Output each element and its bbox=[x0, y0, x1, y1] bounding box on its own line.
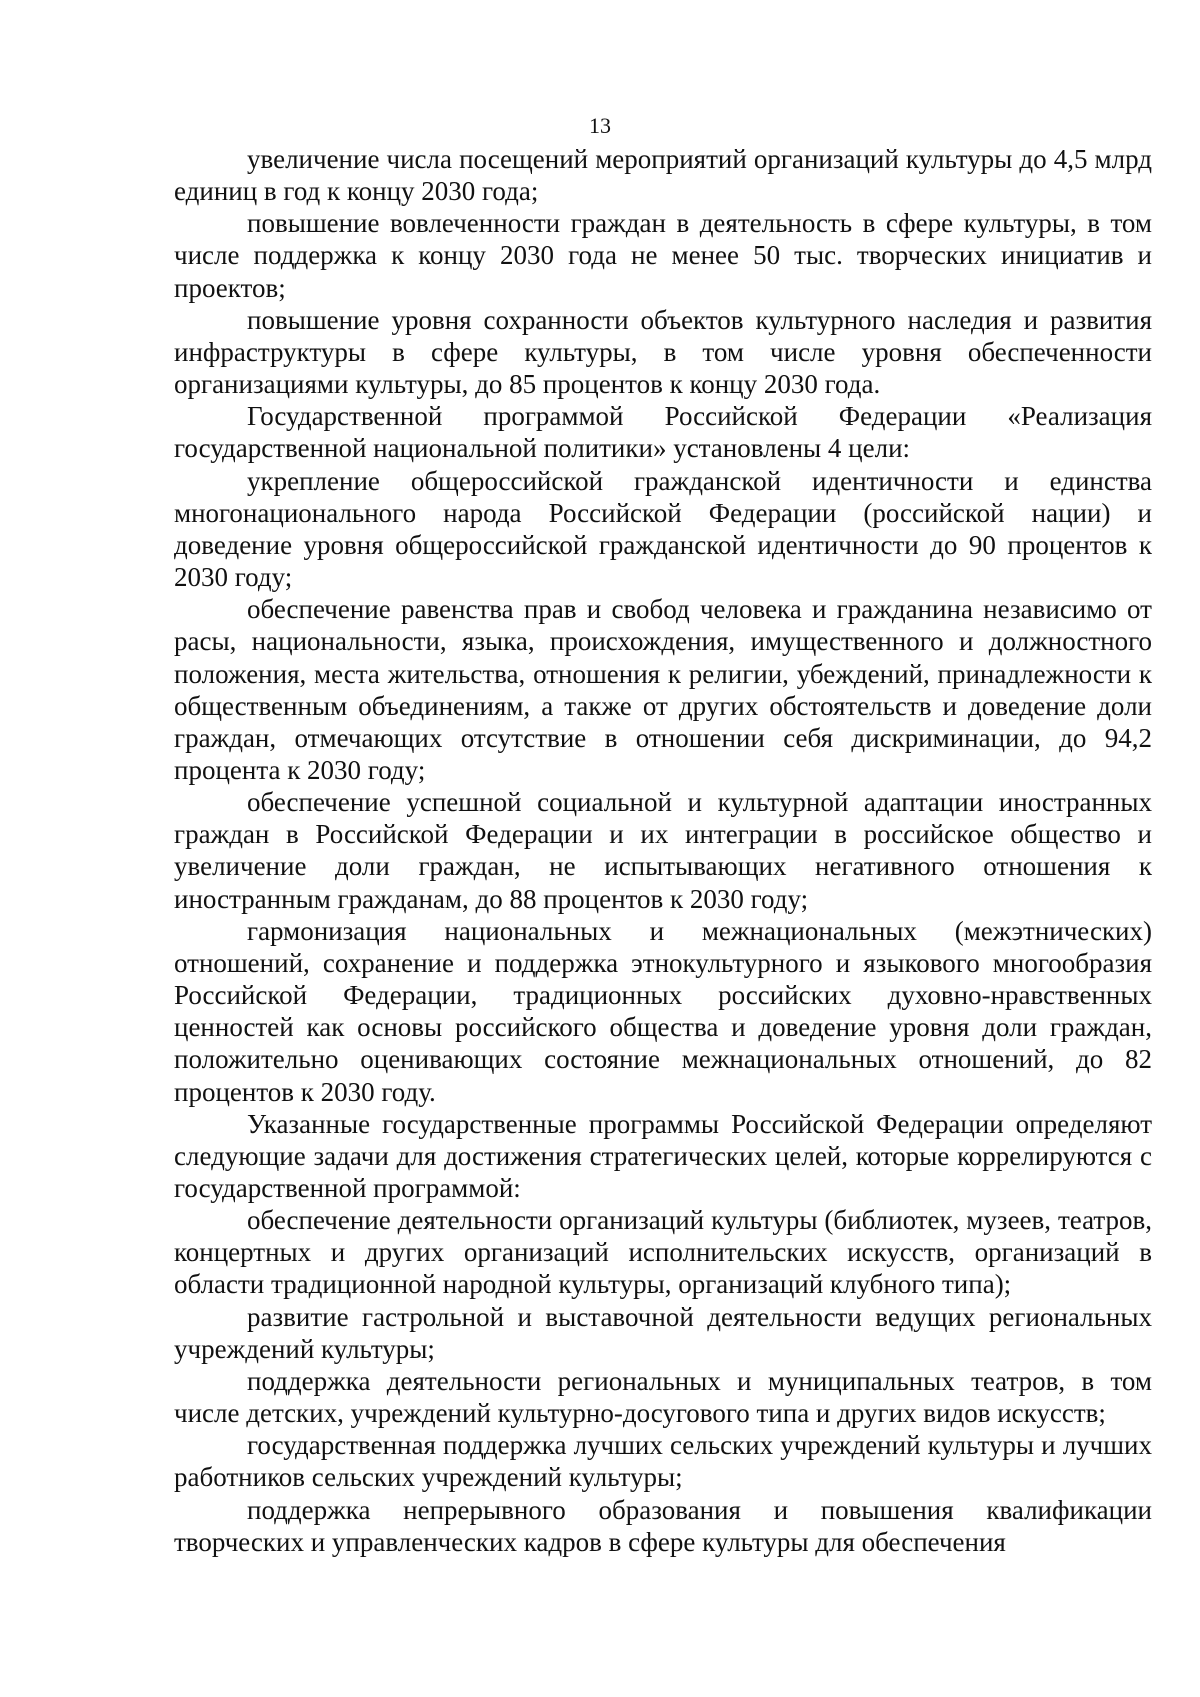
paragraph: обеспечение деятельности организаций культуры (библиотек, музеев, театров, концертных и других организаций исполнительских искусств, организаций в области традиционной народной культуры, организаций клубного типа); bbox=[174, 1205, 1152, 1300]
paragraph: увеличение числа посещений мероприятий организаций культуры до 4,5 млрд единиц в год к концу 2030 года; bbox=[174, 144, 1152, 207]
paragraph: гармонизация национальных и межнациональных (межэтнических) отношений, сохранение и поддержка этнокультурного и языкового многообразия Российской Федерации, традиционных российских духовно-нравственных ценностей как основы российского общества и доведение уровня доли граждан, положительно оценивающих состояние межнациональных отношений, до 82 процентов к 2030 году. bbox=[174, 915, 1152, 1107]
document-body bbox=[174, 143, 1152, 1558]
paragraph: повышение вовлеченности граждан в деятельность в сфере культуры, в том числе поддержка к концу 2030 года не менее 50 тыс. творческих инициатив и проектов; bbox=[174, 208, 1152, 303]
paragraph: государственная поддержка лучших сельских учреждений культуры и лучших работников сельских учреждений культуры; bbox=[174, 1430, 1152, 1493]
paragraph: обеспечение успешной социальной и культурной адаптации иностранных граждан в Российской Федерации и их интеграции в российское общество и увеличение доли граждан, не испытывающих негативного отношения к иностранным гражданам, до 88 процентов к 2030 году; bbox=[174, 787, 1152, 914]
paragraph: поддержка непрерывного образования и повышения квалификации творческих и управленческих кадров в сфере культуры для обеспечения bbox=[174, 1494, 1152, 1557]
paragraph: повышение уровня сохранности объектов культурного наследия и развития инфраструктуры в сфере культуры, в том числе уровня обеспеченности организациями культуры, до 85 процентов к концу 2030 года. bbox=[174, 304, 1152, 400]
paragraph: развитие гастрольной и выставочной деятельности ведущих региональных учреждений культуры; bbox=[174, 1301, 1152, 1364]
paragraph: поддержка деятельности региональных и муниципальных театров, в том числе детских, учреждений культурно-досугового типа и других видов искусств; bbox=[174, 1365, 1152, 1429]
paragraph: укрепление общероссийской гражданской идентичности и единства многонационального народа Российской Федерации (российской нации) и доведение уровня общероссийской гражданской идентичности до 90 процентов к 2030 году; bbox=[174, 465, 1152, 593]
paragraph: Указанные государственные программы Российской Федерации определяют следующие задачи для достижения стратегических целей, которые коррелируются с государственной программой: bbox=[174, 1108, 1152, 1203]
page-number: 13 bbox=[589, 113, 611, 138]
paragraph: обеспечение равенства прав и свобод человека и гражданина независимо от расы, национальности, языка, происхождения, имущественного и должностного положения, места жительства, отношения к религии, убеждений, принадлежности к общественным объединениям, а также от других обстоятельств и доведение доли граждан, отмечающих отсутствие в отношении себя дискриминации, до 94,2 процента к 2030 году; bbox=[174, 594, 1152, 785]
paragraph: Государственной программой Российской Федерации «Реализация государственной национальной политики» установлены 4 цели: bbox=[174, 401, 1152, 464]
